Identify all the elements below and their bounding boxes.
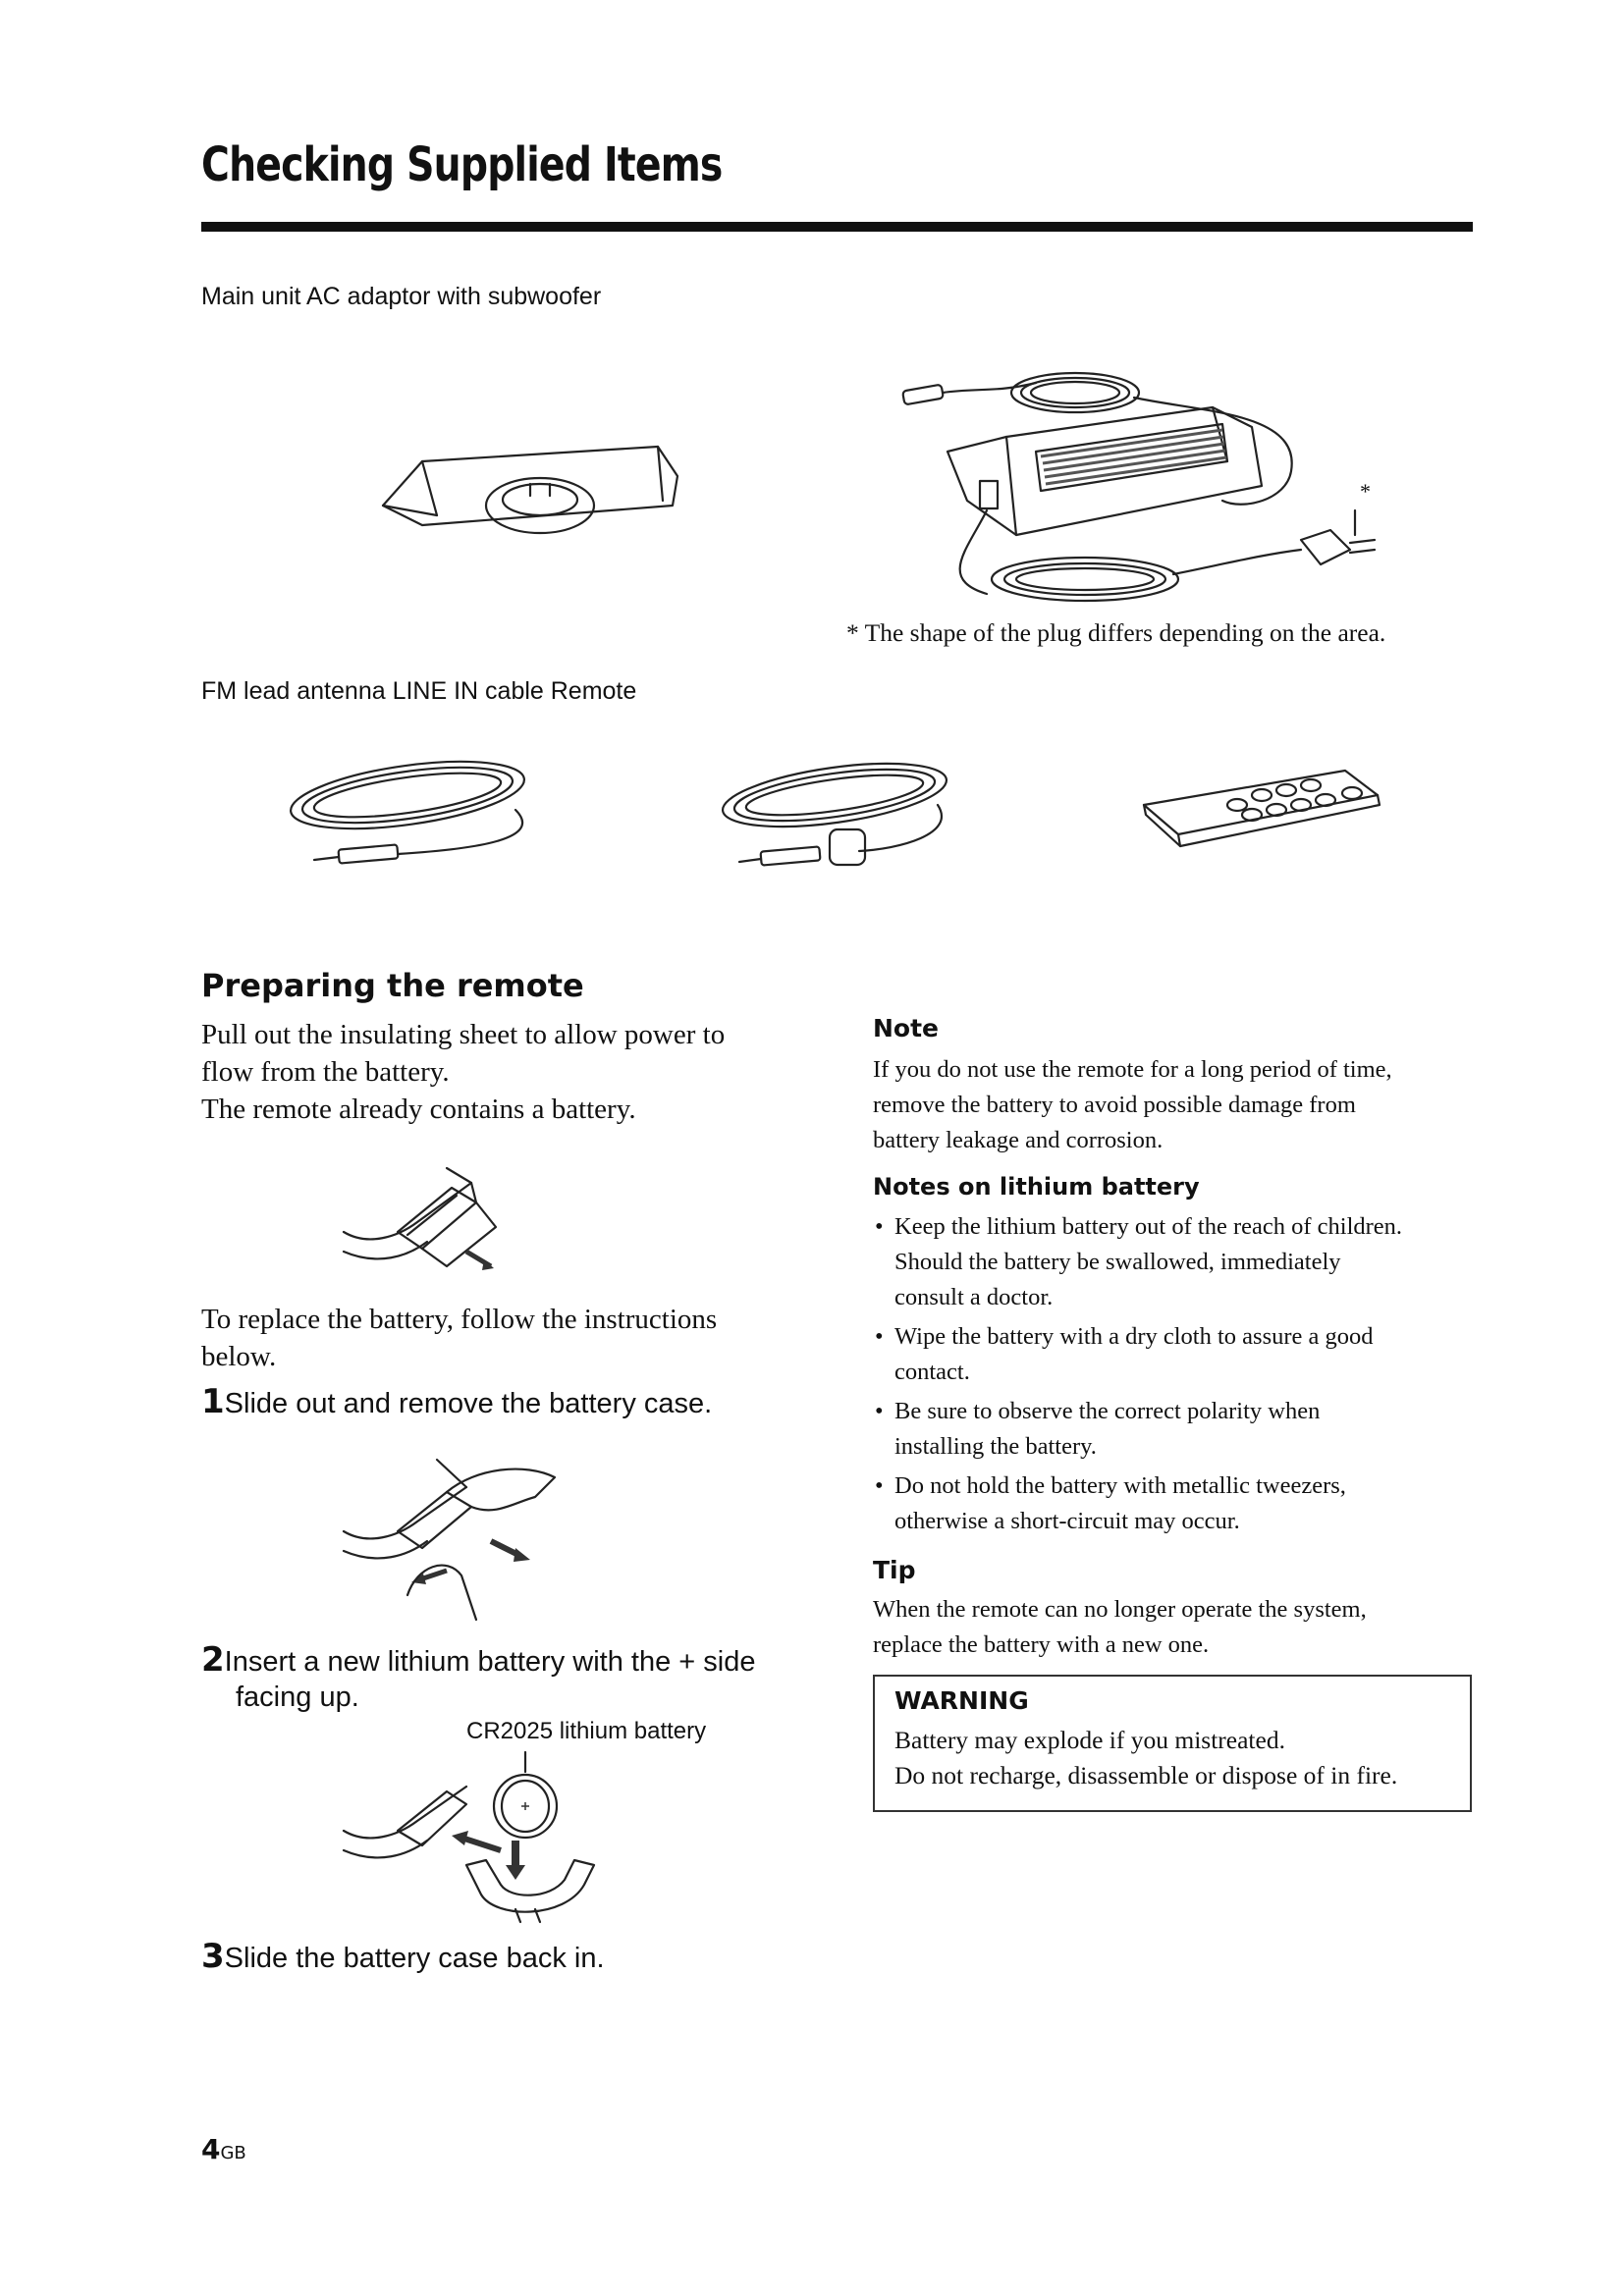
replace-line: To replace the battery, follow the instructions (201, 1304, 718, 1335)
lithium-notes-heading: Notes on lithium battery (873, 1173, 1200, 1201)
step-1 (201, 1384, 712, 1421)
bullet-line: installing the battery. (894, 1433, 1097, 1460)
bullet-line: • Wipe the battery with a dry cloth to assure a good (894, 1323, 1374, 1350)
step-text: Slide out and remove the battery case. (224, 1388, 713, 1419)
page-number (201, 2133, 246, 2165)
intro-line: flow from the battery. (201, 1056, 450, 1088)
main-unit-illustration (363, 407, 687, 564)
insert-battery-illustration (339, 1747, 614, 1924)
warning-line: Battery may explode if you mistreated. (894, 1726, 1285, 1754)
note-line: If you do not use the remote for a long period of time, (873, 1056, 1392, 1083)
list-item (873, 1319, 1482, 1390)
list-item (873, 1394, 1482, 1465)
battery-label: CR2025 lithium battery (466, 1718, 707, 1744)
list-item (873, 1209, 1482, 1315)
step-text: Slide the battery case back in. (224, 1943, 605, 1974)
bullet-line: contact. (894, 1359, 970, 1385)
list-item (873, 1468, 1482, 1539)
bullet-line: • Do not hold the battery with metallic tweezers, (894, 1472, 1346, 1499)
warning-line: Do not recharge, disassemble or dispose of in fire. (894, 1761, 1398, 1789)
title-rule (201, 222, 1473, 232)
step-text-line2: facing up. (236, 1682, 359, 1713)
step-number: 2 (201, 1640, 225, 1680)
step-number: 1 (201, 1382, 225, 1421)
items-row1-label: Main unit AC adaptor with subwoofer (201, 283, 602, 310)
lithium-notes-list (873, 1209, 1482, 1543)
bullet-line: • Be sure to observe the correct polarity when (894, 1398, 1321, 1424)
step-2 (201, 1642, 755, 1715)
plug-asterisk: * (1360, 479, 1371, 504)
tip-heading: Tip (873, 1556, 916, 1584)
warning-box (873, 1675, 1472, 1812)
note-line: remove the battery to avoid possible damage from (873, 1092, 1356, 1118)
tip-text (873, 1592, 1482, 1663)
warning-heading: WARNING (894, 1686, 1029, 1715)
page-number-suffix: GB (220, 2143, 246, 2163)
tip-line: replace the battery with a new one. (873, 1631, 1210, 1658)
ac-adaptor-illustration (889, 353, 1419, 618)
section-heading: Preparing the remote (201, 967, 584, 1004)
fm-antenna-illustration (280, 741, 555, 879)
note-heading: Note (873, 1014, 940, 1042)
step-number: 3 (201, 1937, 225, 1976)
step-text-line1: Insert a new lithium battery with the + side (224, 1646, 756, 1678)
bullet-line: • Keep the lithium battery out of the reach of children. (894, 1213, 1403, 1240)
tip-line: When the remote can no longer operate the system, (873, 1596, 1367, 1623)
intro-line: The remote already contains a battery. (201, 1094, 636, 1125)
intro-line: Pull out the insulating sheet to allow power to (201, 1019, 726, 1050)
line-in-cable-illustration (702, 741, 977, 879)
intro-text (201, 1016, 810, 1128)
note-text (873, 1052, 1482, 1158)
page-number-value: 4 (201, 2133, 221, 2165)
bullet-line: otherwise a short-circuit may occur. (894, 1508, 1240, 1534)
note-line: battery leakage and corrosion. (873, 1127, 1164, 1153)
page-title: Checking Supplied Items (201, 137, 723, 192)
bullet-line: consult a doctor. (894, 1284, 1054, 1310)
remove-battery-case-illustration (339, 1458, 565, 1625)
plug-footnote: * The shape of the plug differs depending on the area. (846, 618, 1386, 647)
replace-text (201, 1301, 810, 1375)
step-3 (201, 1939, 605, 1976)
insulating-sheet-illustration (339, 1158, 515, 1286)
bullet-line: Should the battery be swallowed, immediately (894, 1249, 1341, 1275)
remote-illustration (1134, 756, 1389, 864)
replace-line: below. (201, 1341, 277, 1372)
items-row2-label: FM lead antenna LINE IN cable Remote (201, 677, 637, 705)
